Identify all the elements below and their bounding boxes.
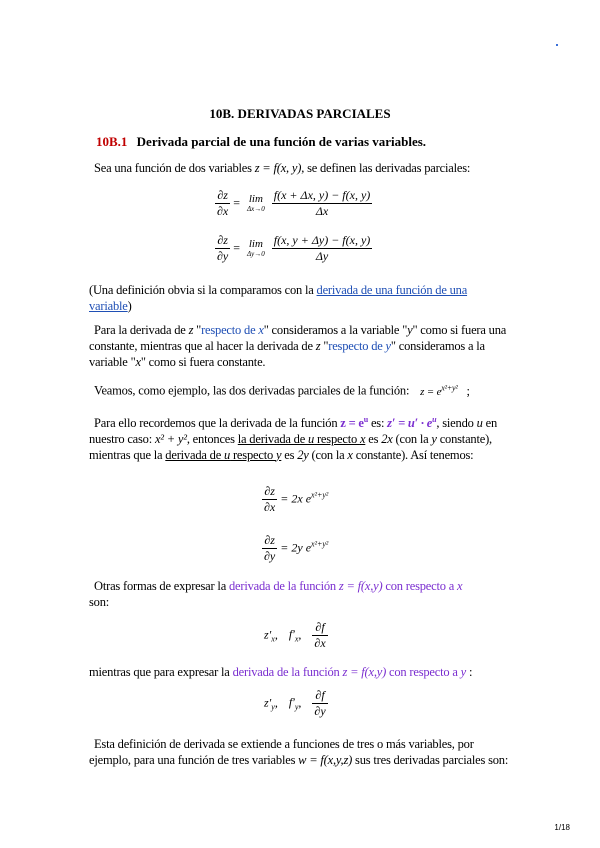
page-number: 1/18	[554, 823, 570, 832]
reasoning-paragraph: Para ello recordemos que la derivada de la función $z = e^u$ es: $z' = u' \cdot e^u$, siendo u en nuestro caso: x² + y², entonces la derivada de u respecto x es 2x (con la y constante), mientras que la derivada de u respecto y es 2y (con la x constante). Así tenemos:	[89, 415, 498, 463]
note-paragraph: (Una definición obvia si la comparamos con la derivada de una función de una variable)	[89, 283, 468, 313]
intro-text: Sea una función de dos variables	[94, 161, 255, 175]
notation-y: $z'_y$, $f'_y$, $\frac{\partial f}{\partial y}$	[264, 688, 326, 718]
lhs-fraction: $\frac{\partial z}{\partial y}$	[217, 233, 229, 263]
explanation-paragraph: Para la derivada de z "respecto de x" consideramos a la variable "y" como si fuera una constante, mientras que al hacer la derivada de z "respecto de y" consideramos a la variable "x" como si fuera constante.	[89, 323, 507, 369]
section-heading	[96, 134, 426, 150]
limit-operator: lim Δy→0	[247, 237, 265, 258]
example-function: $z = e^{x^2+y^2}$	[420, 383, 458, 398]
derivative-one-variable-link[interactable]: derivada de una función de una variable	[89, 283, 468, 313]
page-title: 10B. DERIVADAS PARCIALES	[209, 106, 391, 121]
difference-quotient: $\frac{f(x + \Delta x, y) - f(x, y)}{\Delta x}$	[273, 188, 371, 218]
intro-paragraph	[89, 160, 509, 176]
result-partial-y: $\frac{\partial z}{\partial y}$ = 2y $e^{x^2+y^2}$	[264, 533, 329, 563]
difference-quotient: $\frac{f(x, y + \Delta y) - f(x, y)}{\Delta y}$	[273, 233, 371, 263]
result-partial-x: $\frac{\partial z}{\partial x}$ = 2x $e^{x^2+y^2}$	[264, 484, 329, 514]
decorative-dot	[556, 44, 558, 46]
notation-paragraph-y: mientras que para expresar la derivada de la función z = f(x,y) con respecto a y :	[89, 665, 473, 679]
notation-paragraph-x: Otras formas de expresar la derivada de la función z = f(x,y) con respecto a x son:	[89, 579, 463, 609]
extension-paragraph: Esta definición de derivada se extiende a funciones de tres o más variables, por ejemplo, para una función de tres variables w = f(x,y,z) sus tres derivadas parciales son:	[89, 737, 509, 767]
intro-text-end: se definen las derivadas parciales:	[304, 161, 471, 175]
section-title: Derivada parcial de una función de varias variables.	[136, 134, 427, 149]
limit-operator: lim Δx→0	[247, 192, 265, 213]
section-number: 10B.1	[96, 134, 128, 149]
notation-x: $z'_x$, $f'_x$, $\frac{\partial f}{\partial x}$	[264, 620, 326, 650]
lhs-fraction: $\frac{\partial z}{\partial x}$	[217, 188, 229, 218]
example-paragraph: Veamos, como ejemplo, las dos derivadas parciales de la función: $z = e^{x^2+y^2}$ ;	[94, 383, 470, 398]
definition-partial-y: $\frac{\partial z}{\partial y}$ = lim Δy→0 $\frac{f(x, y + \Delta y) - f(x, y)}{\Delta y}$	[217, 233, 371, 263]
intro-function: z = f(x, y),	[254, 161, 305, 175]
definition-partial-x: $\frac{\partial z}{\partial x}$ = lim Δx→0 $\frac{f(x + \Delta x, y) - f(x, y)}{\Delta x}$	[217, 188, 371, 218]
